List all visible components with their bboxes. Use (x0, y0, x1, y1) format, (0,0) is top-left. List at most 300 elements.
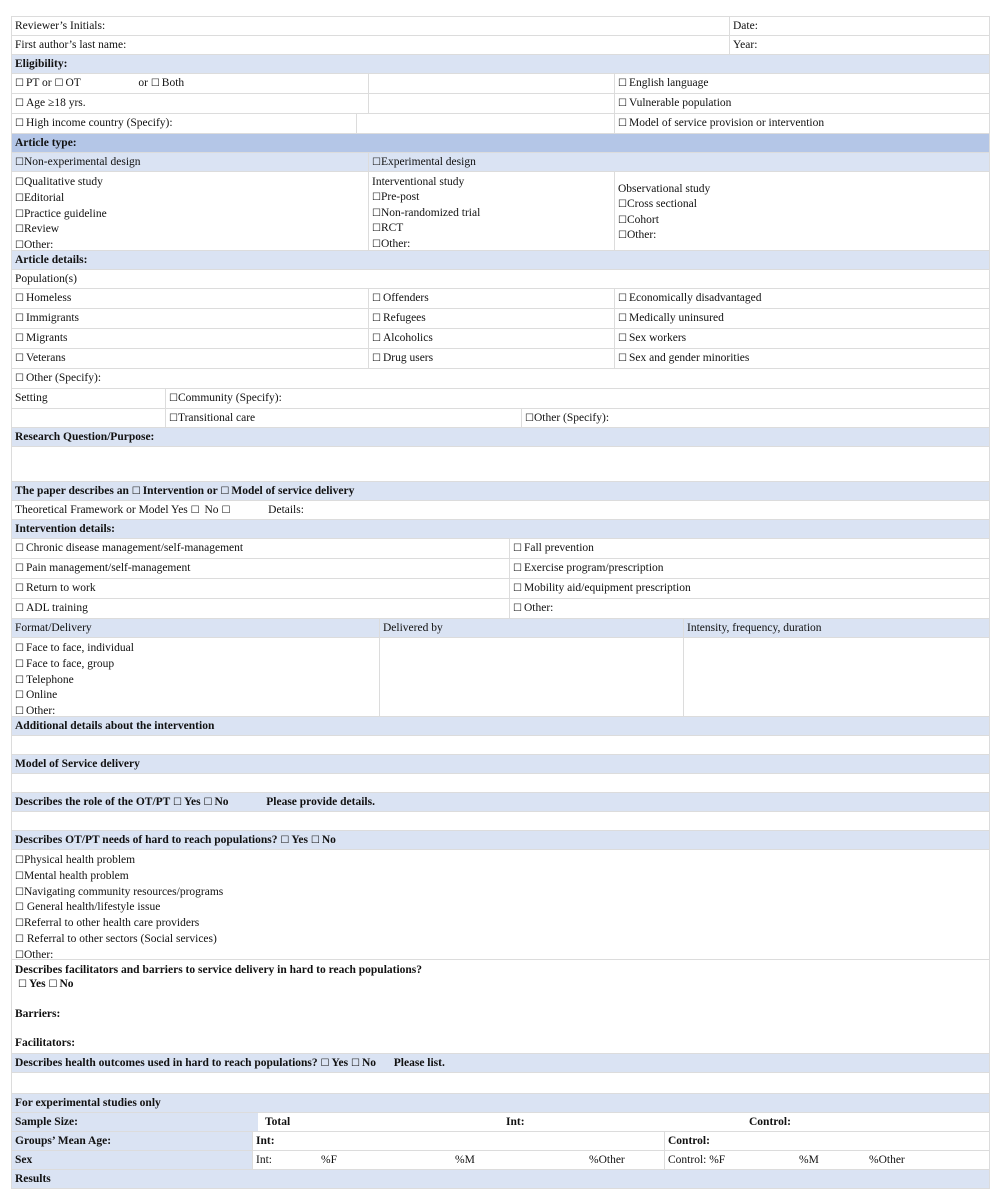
checkbox-icon: ☐ (513, 583, 522, 594)
sex-label: Sex (12, 1151, 252, 1169)
facilitators-row (12, 960, 989, 1054)
checkbox-icon: ☐ (54, 78, 64, 89)
non-experimental-label: Non-experimental design (23, 156, 141, 168)
checkbox-icon: ☐ (372, 191, 381, 203)
intervention-row (12, 539, 989, 559)
intervention-row (12, 579, 989, 599)
article-type-title: Article type: (15, 137, 77, 149)
checkbox-icon: ☐ (372, 333, 381, 344)
checkbox-icon: ☐ (18, 979, 27, 990)
model-delivery-label: Model of service delivery (231, 485, 355, 497)
outcomes-yes-checkbox[interactable] (321, 1057, 349, 1069)
population-checkbox[interactable] (368, 309, 614, 328)
population-row (12, 309, 989, 329)
setting-row-2 (12, 409, 989, 428)
high-income-checkbox[interactable] (12, 114, 356, 133)
population-checkbox[interactable] (12, 289, 368, 308)
population-label: Offenders (382, 292, 429, 304)
reviewer-initials-field[interactable] (12, 17, 729, 35)
theoretical-details-label: Details: (268, 504, 304, 516)
option-label: Other: (25, 705, 56, 718)
population-label: Homeless (25, 292, 72, 304)
other-population-checkbox[interactable] (12, 369, 104, 388)
experimental-header (12, 1094, 989, 1113)
theoretical-no-checkbox[interactable]: ☐ (221, 505, 231, 516)
age-label: Age ≥18 yrs. (25, 97, 86, 109)
model-checkbox[interactable] (614, 114, 989, 133)
review-checkbox[interactable] (15, 222, 365, 238)
research-question-field[interactable] (12, 447, 989, 482)
outcomes-no-checkbox[interactable] (351, 1057, 376, 1069)
population-checkbox[interactable] (12, 349, 368, 368)
ot-label: OT (65, 77, 81, 89)
checkbox-icon: ☐ (15, 224, 24, 236)
year-label: Year: (733, 39, 758, 51)
transitional-label: Transitional care (177, 412, 256, 424)
non-experimental-checkbox[interactable] (12, 153, 368, 171)
control-pct-other: %Other (869, 1154, 905, 1166)
interventional-title: Interventional study (372, 176, 465, 188)
option-label: Telephone (25, 673, 74, 686)
role-details-label: Please provide details. (266, 796, 375, 808)
needs-list-row (12, 850, 989, 960)
checkbox-icon: ☐ (15, 333, 24, 344)
intervention-label: Chronic disease management/self-management (25, 542, 244, 554)
other-setting-checkbox[interactable] (521, 409, 989, 427)
observational-other-checkbox[interactable] (618, 228, 986, 244)
population-row (12, 289, 989, 309)
date-label: Date: (733, 20, 758, 32)
checkbox-icon: ☐ (618, 353, 627, 364)
qualitative-checkbox[interactable] (15, 175, 365, 191)
interventional-other-checkbox[interactable] (372, 237, 611, 253)
int-size-field[interactable] (503, 1113, 746, 1131)
checkbox-icon: ☐ (372, 223, 381, 235)
empty-cell (12, 409, 165, 427)
intervention-label: ADL training (25, 602, 88, 614)
checkbox-icon: ☐ (372, 207, 381, 219)
delivered-by-header: Delivered by (379, 619, 683, 637)
cohort-checkbox[interactable] (618, 213, 986, 229)
checkbox-icon: ☐ (372, 313, 381, 324)
checkbox-icon: ☐ (618, 118, 627, 129)
checkbox-icon: ☐ (220, 486, 230, 497)
population-label: Migrants (25, 332, 68, 344)
facilitators-no-checkbox[interactable] (48, 978, 73, 990)
population-checkbox[interactable] (12, 309, 368, 328)
role-cell (12, 793, 378, 811)
population-checkbox[interactable] (614, 349, 989, 368)
checkbox-icon: ☐ (131, 486, 141, 497)
checkbox-icon: ☐ (203, 797, 213, 808)
checkbox-icon: ☐ (15, 157, 24, 168)
population-label-row (12, 270, 989, 289)
face-group-checkbox[interactable] (15, 657, 376, 673)
checkbox-icon: ☐ (618, 230, 627, 242)
needs-prefix: Describes OT/PT needs of hard to reach populations? (15, 834, 278, 846)
theoretical-yes-checkbox[interactable]: ☐ (190, 505, 200, 516)
option-label: Qualitative study (23, 176, 103, 188)
population-label: Drug users (382, 352, 434, 364)
population-checkbox[interactable] (12, 329, 368, 348)
sample-size-label: Sample Size: (12, 1113, 258, 1131)
checkbox-icon: ☐ (525, 413, 534, 424)
population-checkbox[interactable] (614, 289, 989, 308)
intervention-label: Other: (523, 602, 554, 614)
other-setting-label: Other (Specify): (533, 412, 610, 424)
needs-list (12, 850, 226, 959)
need-checkbox[interactable] (15, 916, 223, 932)
total-field[interactable] (258, 1113, 503, 1131)
format-header-row (12, 619, 989, 638)
checkbox-icon: ☐ (169, 413, 178, 424)
intervention-checkbox[interactable] (509, 579, 989, 598)
both-checkbox[interactable] (151, 77, 184, 89)
age-int-label: Int: (256, 1135, 275, 1147)
date-field[interactable] (729, 17, 989, 35)
setting-row-1 (12, 389, 989, 409)
checkbox-icon: ☐ (15, 192, 24, 204)
age-int-field[interactable] (252, 1132, 664, 1150)
rct-checkbox[interactable] (372, 221, 611, 237)
pt-checkbox[interactable] (15, 77, 52, 89)
role-prefix: Describes the role of the OT/PT (15, 796, 171, 808)
checkbox-icon: ☐ (15, 674, 24, 686)
age-checkbox[interactable] (12, 94, 368, 113)
needs-yes-checkbox[interactable] (280, 834, 308, 846)
total-label: Total (265, 1116, 291, 1128)
sample-size-row (12, 1113, 989, 1132)
delivered-by-field[interactable] (379, 638, 683, 716)
int-pct-f: %F (321, 1154, 337, 1166)
intervention-checkbox[interactable] (509, 599, 989, 618)
population-label: Sex workers (628, 332, 687, 344)
facilitators-cell (12, 960, 989, 1053)
checkbox-icon: ☐ (15, 855, 24, 866)
interventional-list (368, 172, 614, 250)
checkbox-icon: ☐ (15, 870, 24, 882)
option-label: Face to face, individual (25, 642, 134, 654)
role-no-checkbox[interactable] (203, 796, 228, 808)
cross-sectional-checkbox[interactable] (618, 197, 986, 213)
barriers-label: Barriers: (15, 1008, 61, 1020)
extraction-form (11, 16, 990, 1189)
sex-int-field[interactable] (252, 1151, 664, 1169)
age-control-field[interactable] (664, 1132, 989, 1150)
checkbox-icon: ☐ (618, 78, 627, 89)
theoretical-no-label: No (204, 504, 219, 516)
option-label: Cross sectional (626, 197, 697, 210)
outcomes-cell (12, 1054, 448, 1072)
design-row (12, 153, 989, 172)
need-label: General health/lifestyle issue (23, 901, 161, 914)
checkbox-icon: ☐ (15, 240, 24, 252)
intervention-grid (12, 539, 989, 619)
intervention-checkbox[interactable] (12, 559, 509, 578)
population-row (12, 329, 989, 349)
checkbox-icon: ☐ (372, 293, 381, 304)
intensity-header: Intensity, frequency, duration (683, 619, 989, 637)
eligibility-title: Eligibility: (15, 58, 68, 70)
editorial-checkbox[interactable] (15, 191, 365, 207)
article-type-header (12, 134, 989, 153)
population-checkbox[interactable] (614, 329, 989, 348)
year-field[interactable] (729, 36, 989, 54)
high-income-label: High income country (Specify): (25, 117, 173, 129)
results-header (12, 1170, 989, 1189)
checkbox-icon: ☐ (320, 1058, 330, 1069)
first-author-label: First author’s last name: (15, 39, 127, 51)
model-service-field[interactable] (12, 774, 989, 793)
control-pct-m: %M (799, 1154, 819, 1166)
checkbox-icon: ☐ (15, 118, 24, 129)
needs-cell (12, 831, 339, 849)
checkbox-icon: ☐ (350, 1058, 360, 1069)
format-list (12, 638, 379, 716)
population-checkbox[interactable] (368, 289, 614, 308)
intervention-checkbox[interactable] (132, 485, 218, 497)
population-checkbox[interactable] (368, 329, 614, 348)
population-label: Population(s) (15, 273, 77, 285)
outcomes-list-label: Please list. (393, 1057, 445, 1069)
need-label: Referral to other health care providers (23, 917, 200, 930)
checkbox-icon: ☐ (150, 78, 160, 89)
no-label: No (214, 796, 229, 808)
pre-post-checkbox[interactable] (372, 190, 611, 206)
face-individual-checkbox[interactable] (15, 641, 376, 657)
option-label: Other: (23, 239, 54, 252)
checkbox-icon: ☐ (618, 98, 627, 109)
or-label: or (138, 77, 148, 89)
community-label: Community (Specify): (177, 392, 282, 404)
pt-label: PT or (25, 77, 52, 89)
sex-control-label: Control: %F (668, 1154, 726, 1166)
role-header (12, 793, 989, 812)
eligibility-row-3 (12, 114, 989, 134)
checkbox-icon: ☐ (15, 706, 24, 718)
checkbox-icon: ☐ (15, 208, 24, 220)
format-header: Format/Delivery (15, 622, 92, 634)
other-population-row (12, 369, 989, 389)
outcomes-header (12, 1054, 989, 1073)
research-question-header (12, 428, 989, 447)
option-label: Pre-post (380, 190, 420, 203)
need-label: Physical health problem (23, 854, 136, 866)
facilitators-yes-checkbox[interactable] (18, 978, 46, 990)
model-service-title: Model of Service delivery (15, 758, 140, 770)
theoretical-row (12, 501, 989, 520)
checkbox-icon: ☐ (15, 603, 24, 614)
article-details-title: Article details: (15, 254, 88, 266)
role-details-field[interactable] (12, 812, 989, 831)
checkbox-icon: ☐ (513, 563, 522, 574)
checkbox-icon: ☐ (15, 658, 24, 670)
high-income-specify-field[interactable] (356, 114, 614, 133)
sex-control-field[interactable] (664, 1151, 989, 1169)
option-label: Online (25, 689, 58, 702)
checkbox-icon: ☐ (15, 543, 24, 554)
experimental-title: For experimental studies only (15, 1097, 161, 1109)
population-label: Veterans (25, 352, 66, 364)
experimental-label: Experimental design (380, 156, 476, 168)
need-checkbox[interactable] (15, 932, 223, 948)
format-row (12, 638, 989, 717)
english-checkbox[interactable] (614, 74, 989, 93)
model-service-header (12, 755, 989, 774)
no-label: No (321, 834, 336, 846)
population-label: Medically uninsured (628, 312, 724, 324)
empty-cell (368, 74, 614, 93)
checkbox-icon: ☐ (310, 835, 320, 846)
author-row (12, 36, 989, 55)
need-label: Mental health problem (23, 869, 129, 882)
intervention-details-title: Intervention details: (15, 523, 115, 535)
facilitators-label: Facilitators: (15, 1037, 76, 1049)
reviewer-row (12, 17, 989, 36)
age-control-label: Control: (668, 1135, 710, 1147)
intervention-label: Intervention or (142, 485, 218, 497)
facilitators-question: Describes facilitators and barriers to service delivery in hard to reach populations? (15, 964, 423, 976)
checkbox-icon: ☐ (15, 563, 24, 574)
checkbox-icon: ☐ (15, 373, 24, 384)
paper-describes-header (12, 482, 989, 501)
research-question-title: Research Question/Purpose: (15, 431, 155, 443)
no-label: No (59, 978, 74, 990)
checkbox-icon: ☐ (280, 835, 290, 846)
intervention-row (12, 599, 989, 619)
setting-label: Setting (15, 392, 48, 404)
intervention-label: Mobility aid/equipment prescription (523, 582, 691, 594)
online-checkbox[interactable] (15, 688, 376, 704)
english-label: English language (628, 77, 709, 89)
intervention-row (12, 559, 989, 579)
paper-describes-cell (12, 482, 357, 500)
control-size-field[interactable] (746, 1113, 989, 1131)
need-checkbox[interactable] (15, 900, 223, 916)
checkbox-icon: ☐ (15, 293, 24, 304)
empty-cell (368, 94, 614, 113)
checkbox-icon: ☐ (173, 797, 182, 808)
needs-header (12, 831, 989, 850)
intervention-label: Exercise program/prescription (523, 562, 664, 574)
reviewer-initials-label: Reviewer’s Initials: (15, 20, 106, 32)
need-checkbox[interactable] (15, 885, 223, 901)
transitional-checkbox[interactable] (165, 409, 521, 427)
yes-label: Yes (291, 834, 308, 846)
population-label: Sex and gender minorities (628, 352, 750, 364)
option-label: Cohort (626, 213, 659, 226)
need-label: Referral to other sectors (Social services) (23, 932, 217, 945)
checkbox-icon: ☐ (618, 214, 627, 226)
needs-no-checkbox[interactable] (311, 834, 336, 846)
eligibility-row-2 (12, 94, 989, 114)
intervention-checkbox[interactable] (12, 539, 509, 558)
checkbox-icon: ☐ (372, 353, 381, 364)
int-pct-m: %M (455, 1154, 475, 1166)
practice-guideline-checkbox[interactable] (15, 207, 365, 223)
option-label: Other: (380, 238, 411, 251)
ot-checkbox[interactable] (55, 77, 81, 89)
population-label: Immigrants (25, 312, 79, 324)
experimental-checkbox[interactable] (368, 153, 989, 171)
community-checkbox[interactable] (165, 389, 989, 408)
need-checkbox[interactable] (15, 869, 223, 885)
profession-cell (12, 74, 368, 93)
telephone-checkbox[interactable] (15, 673, 376, 689)
checkbox-icon: ☐ (618, 333, 627, 344)
observational-title: Observational study (618, 183, 711, 195)
sex-row (12, 1151, 989, 1170)
population-checkbox[interactable] (614, 309, 989, 328)
population-label: Refugees (382, 312, 426, 324)
checkbox-icon: ☐ (372, 157, 381, 168)
intervention-label: Pain management/self-management (25, 562, 191, 574)
checkbox-icon: ☐ (15, 949, 24, 961)
first-author-field[interactable] (12, 36, 729, 54)
population-checkbox[interactable] (368, 349, 614, 368)
checkbox-icon: ☐ (372, 239, 381, 251)
additional-details-header (12, 717, 989, 736)
model-label: Model of service provision or intervention (628, 117, 825, 129)
additional-details-field[interactable] (12, 736, 989, 755)
intervention-label: Fall prevention (523, 542, 594, 554)
non-randomized-checkbox[interactable] (372, 206, 611, 222)
role-yes-checkbox[interactable] (173, 796, 201, 808)
outcomes-field[interactable] (12, 1073, 989, 1094)
checkbox-icon: ☐ (48, 979, 58, 990)
sex-int-label: Int: (256, 1154, 272, 1166)
need-checkbox[interactable] (15, 853, 223, 869)
population-label: Alcoholics (382, 332, 433, 344)
checkbox-icon: ☐ (15, 583, 24, 594)
control-size-label: Control: (749, 1116, 791, 1128)
checkbox-icon: ☐ (15, 177, 24, 188)
checkbox-icon: ☐ (15, 886, 24, 898)
paper-describes-prefix: The paper describes an (15, 485, 129, 497)
checkbox-icon: ☐ (15, 98, 24, 109)
intervention-checkbox[interactable] (509, 559, 989, 578)
checkbox-icon: ☐ (15, 902, 24, 914)
option-label: RCT (380, 222, 404, 235)
checkbox-icon: ☐ (513, 603, 522, 614)
option-label: Face to face, group (25, 657, 115, 670)
intervention-label: Return to work (25, 582, 96, 594)
yes-label: Yes (183, 796, 201, 808)
intervention-checkbox[interactable] (12, 599, 509, 618)
theoretical-cell (12, 501, 307, 519)
additional-details-title: Additional details about the intervention (15, 720, 215, 732)
option-label: Review (23, 223, 60, 236)
int-size-label: Int: (506, 1116, 525, 1128)
no-label: No (361, 1057, 377, 1069)
observational-list (614, 172, 989, 250)
intervention-checkbox[interactable] (12, 579, 509, 598)
checkbox-icon: ☐ (169, 393, 178, 404)
population-label: Economically disadvantaged (628, 292, 762, 304)
checkbox-icon: ☐ (513, 543, 522, 554)
checkbox-icon: ☐ (15, 690, 24, 702)
checkbox-icon: ☐ (15, 933, 24, 945)
need-label: Other: (23, 948, 54, 961)
option-label: Other: (626, 229, 657, 242)
results-title: Results (15, 1173, 51, 1185)
model-delivery-checkbox[interactable] (220, 485, 354, 497)
vulnerable-checkbox[interactable] (614, 94, 989, 113)
need-label: Navigating community resources/programs (23, 885, 224, 898)
intervention-checkbox[interactable] (509, 539, 989, 558)
mean-age-row (12, 1132, 989, 1151)
intensity-field[interactable] (683, 638, 989, 716)
